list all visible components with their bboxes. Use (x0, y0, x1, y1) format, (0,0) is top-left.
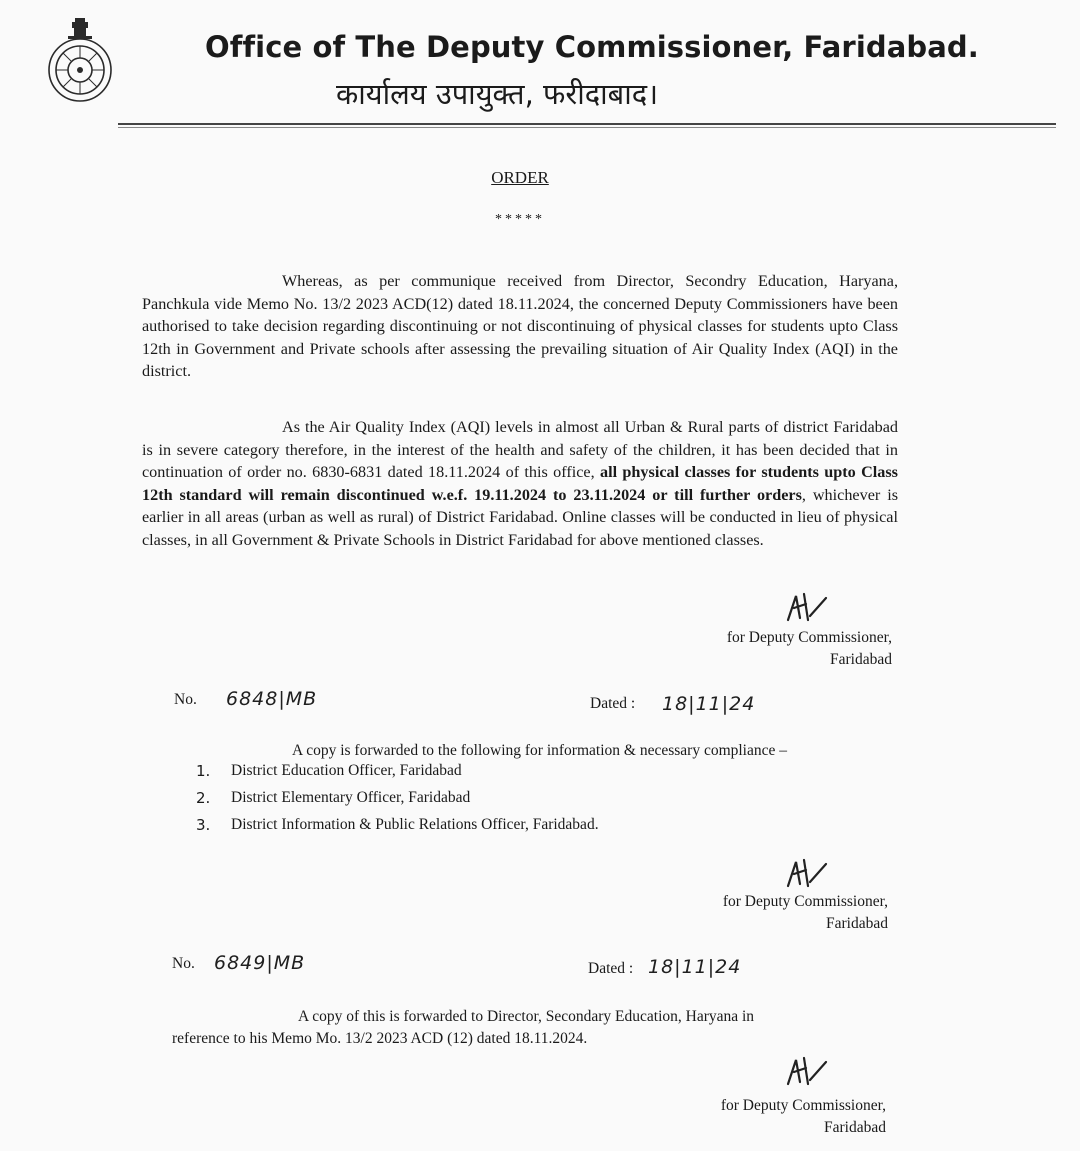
header-divider-thin (118, 127, 1056, 128)
separator-stars: ***** (495, 212, 545, 227)
paragraph-2-bold: all physical classes for students upto Class 12th standard will remain discontinued w.e.f. 19.11.2024 to 23.11.2024 or till further orders (142, 463, 898, 504)
header-divider (118, 123, 1056, 125)
list-item (196, 816, 599, 843)
handwritten-signature-2 (782, 856, 832, 896)
list-item (196, 762, 599, 789)
signature-line-2: Faridabad (826, 915, 888, 932)
list-item (196, 789, 599, 816)
paragraph-2 (142, 416, 898, 552)
memo-number-value-1: 6848|MB (226, 688, 318, 710)
list-item-text: District Information & Public Relations Officer, Faridabad. (231, 816, 599, 833)
dated-value-1: 18|11|24 (662, 693, 756, 715)
signature-block-1 (660, 627, 892, 671)
paragraph-1-text: Whereas, as per communique received from Director, Secondry Education, Haryana, Panchkula vide Memo No. 13/2 2023 ACD(12) dated 18.11.2024, the concerned Deputy Commissioners have been authorised to take decision regarding discontinuing or not discontinuing of physical classes for students upto Class 12th in Government and Private schools after assessing the prevailing situation of Air Quality Index (AQI) in the district. (142, 272, 898, 381)
handwritten-signature-3 (782, 1054, 832, 1094)
memo-number-label-2: No. (172, 955, 195, 972)
forward-text-1: A copy is forwarded to the following for information & necessary compliance – (292, 742, 788, 759)
signature-line-1: for Deputy Commissioner, (720, 1097, 886, 1114)
handwritten-signature-1 (782, 590, 832, 630)
signature-line-1: for Deputy Commissioner, (722, 893, 888, 910)
signature-line-2: Faridabad (824, 1119, 886, 1136)
office-title-hindi: कार्यालय उपायुक्त, फरीदाबाद। (336, 77, 659, 111)
signature-block-2 (656, 891, 888, 935)
list-item-number: 2. (196, 789, 211, 807)
forward-text-2-line-1: A copy of this is forwarded to Director, Secondary Education, Haryana in (298, 1008, 755, 1025)
list-item-text: District Elementary Officer, Faridabad (231, 789, 471, 806)
memo-number-label-1: No. (174, 691, 197, 708)
paragraph-2-text: As the Air Quality Index (AQI) levels in almost all Urban & Rural parts of district Faridabad is in severe category therefore, in the interest of the health and safety of the children, it has been decided that in continuation of order no. 6830-6831 dated 18.11.2024 of this office, (142, 418, 898, 482)
paragraph-1 (142, 270, 898, 383)
list-item-text: District Education Officer, Faridabad (231, 762, 462, 779)
list-item-number: 3. (196, 816, 211, 834)
list-item-number: 1. (196, 762, 211, 780)
recipient-list (196, 762, 599, 843)
dated-label-2: Dated : (588, 960, 634, 977)
forward-text-2-line-2: reference to his Memo Mo. 13/2 2023 ACD (12) dated 18.11.2024. (172, 1030, 588, 1047)
haryana-emblem-icon (38, 14, 122, 106)
signature-block-3 (654, 1095, 886, 1139)
dated-label-1: Dated : (590, 695, 636, 712)
office-title-english: Office of The Deputy Commissioner, Faridabad. (205, 30, 979, 64)
signature-line-2: Faridabad (830, 651, 892, 668)
memo-number-value-2: 6849|MB (214, 952, 306, 974)
order-heading: ORDER (491, 168, 549, 187)
signature-line-1: for Deputy Commissioner, (726, 629, 892, 646)
dated-value-2: 18|11|24 (648, 956, 742, 978)
paragraph-2-end: , whichever is earlier in all areas (urban as well as rural) of District Faridabad. Online classes will be conducted in lieu of physical classes, in all Government & Private Schools in District Faridabad for above mentioned classes. (142, 485, 898, 549)
